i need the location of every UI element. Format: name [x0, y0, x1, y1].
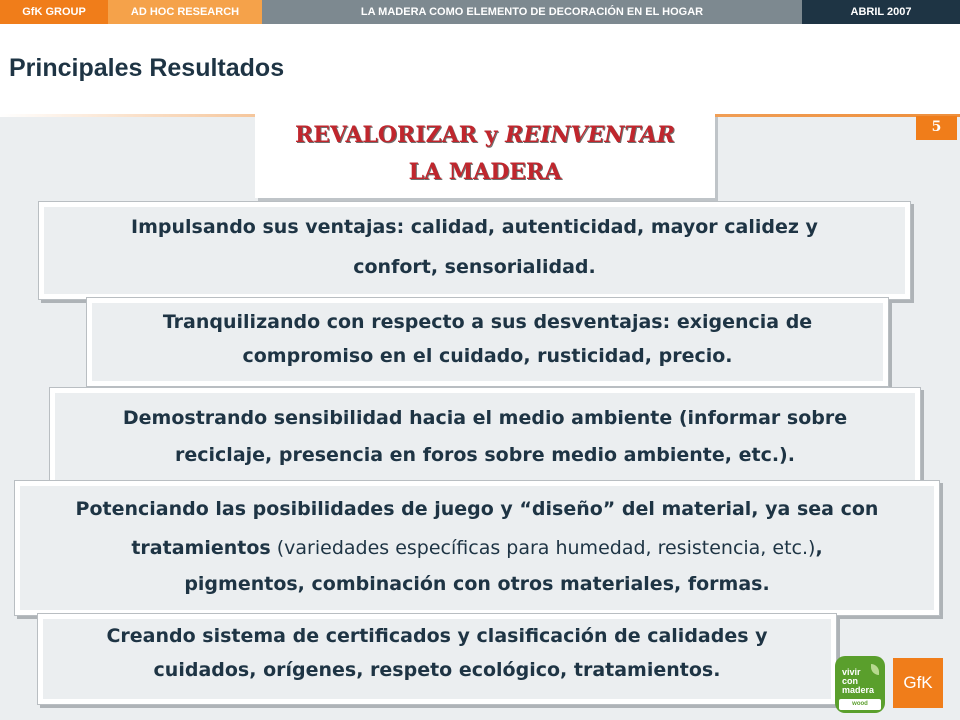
card-medio-ambiente	[50, 388, 920, 485]
card-text-line: confort, sensorialidad.	[353, 256, 596, 278]
vivir-word: vivir	[842, 667, 861, 677]
card-text-line: Creando sistema de certificados y clasificación de calidades y	[106, 625, 768, 647]
card-text-line: reciclaje, presencia en foros sobre medio ambiente, etc.).	[175, 444, 795, 466]
wood-tag: wood	[839, 699, 881, 710]
gfk-logo: GfK	[893, 658, 943, 708]
headline-revalorizar: REVALORIZAR y	[294, 122, 506, 148]
card-text-line: Tranquilizando con respecto a sus desventajas: exigencia de	[162, 311, 813, 333]
con-word: con	[842, 676, 859, 686]
vivir-logo-text	[842, 668, 874, 695]
card-comma: ,	[815, 537, 823, 559]
study-title: LA MADERA COMO ELEMENTO DE DECORACIÓN EN EL HOGAR	[262, 0, 802, 24]
card-text-line-mixed	[20, 537, 934, 559]
card-certificados	[38, 614, 836, 704]
card-text-line: Potenciando las posibilidades de juego y “diseño” del material, ya sea con	[75, 498, 879, 520]
headline-line-1	[255, 122, 715, 148]
card-diseno	[15, 481, 939, 615]
page-number: 5	[916, 116, 957, 140]
headline-reinventar: REINVENTAR	[505, 122, 676, 148]
division-label: AD HOC RESEARCH	[108, 0, 262, 24]
card-tratamientos-detail: (variedades específicas para humedad, resistencia, etc.)	[270, 537, 816, 559]
vivir-con-madera-logo	[835, 656, 885, 713]
company-label: GfK GROUP	[0, 0, 108, 24]
madera-word: madera	[842, 685, 875, 695]
card-text-line: Impulsando sus ventajas: calidad, autenticidad, mayor calidez y	[131, 216, 818, 238]
top-banner	[0, 0, 960, 24]
card-text-line: cuidados, orígenes, respeto ecológico, tratamientos.	[153, 659, 721, 681]
card-text-line: Demostrando sensibilidad hacia el medio ambiente (informar sobre	[122, 407, 848, 429]
card-desventajas	[87, 298, 888, 386]
card-text-line: pigmentos, combinación con otros materiales, formas.	[184, 573, 770, 595]
card-text-line: compromiso en el cuidado, rusticidad, precio.	[242, 345, 733, 367]
headline-box	[255, 114, 715, 198]
page-title: Principales Resultados	[9, 54, 285, 82]
card-ventajas	[39, 202, 910, 299]
date-label: ABRIL 2007	[802, 0, 960, 24]
headline-line-2: LA MADERA	[408, 159, 562, 185]
card-tratamientos: tratamientos	[131, 537, 271, 559]
